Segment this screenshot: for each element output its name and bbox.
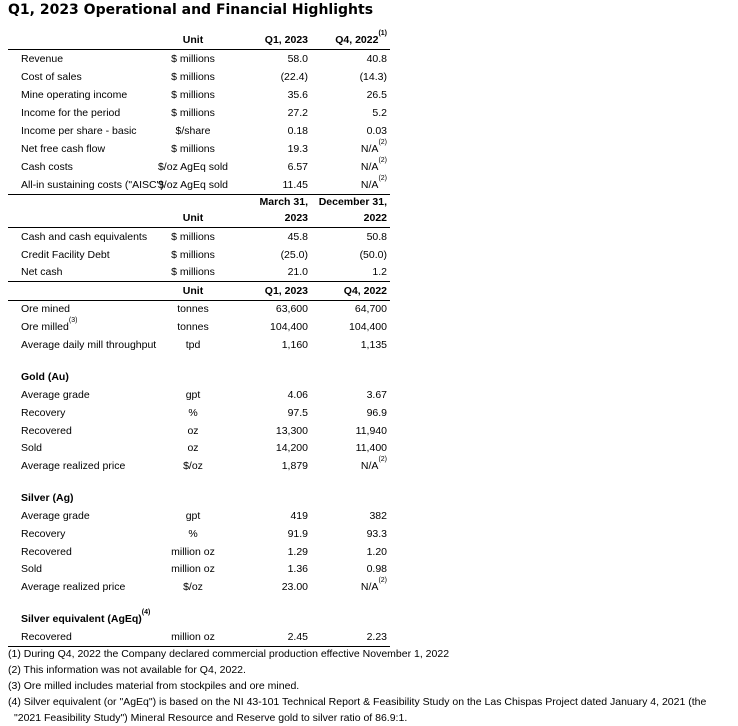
q4-value: 0.98 xyxy=(366,563,387,576)
q4-value: 1,135 xyxy=(360,339,387,351)
q1-value: 2.45 xyxy=(287,631,308,643)
table-row xyxy=(8,104,390,122)
row-label: Recovered xyxy=(21,631,72,643)
row-label: Average grade xyxy=(21,389,90,401)
unit-cell: $ millions xyxy=(171,53,215,65)
unit-cell: % xyxy=(188,527,198,540)
table-row xyxy=(8,386,390,404)
q4-value: 104,400 xyxy=(349,321,387,333)
row-label: Cost of sales xyxy=(21,71,82,83)
row-label: Average realized price xyxy=(21,460,126,473)
q1-value: 419 xyxy=(290,510,308,522)
row-label: Average realized price xyxy=(21,581,126,594)
table-row xyxy=(8,263,390,282)
q4-value: 2022 xyxy=(363,212,387,224)
q4-value: December 31, xyxy=(318,196,387,208)
q1-value: 63,600 xyxy=(275,303,308,315)
row-label: Net cash xyxy=(21,266,63,278)
table-row xyxy=(8,457,390,475)
gold-section xyxy=(8,368,390,386)
unit-cell: gpt xyxy=(185,389,201,401)
footnote: (3) Ore milled includes material from stockpiles and ore mined. xyxy=(8,680,300,692)
row-label: Revenue xyxy=(21,53,64,65)
q1-value: 0.18 xyxy=(287,125,308,137)
q1-value: 1.29 xyxy=(287,545,308,558)
table-row xyxy=(8,300,390,318)
silver-section xyxy=(8,489,390,507)
row-label: Average grade xyxy=(21,510,90,522)
row-label: All-in sustaining costs ("AISC") xyxy=(21,179,164,191)
unit-cell: $/share xyxy=(175,125,211,137)
unit-cell: $/oz AgEq sold xyxy=(157,179,229,191)
footnote: (4) Silver equivalent (or "AgEq") is based on the NI 43-101 Technical Report & Feasibility Study on the Las Chispas Project dated January 4, 2021 (the xyxy=(8,696,707,708)
footnote-ref: (3) xyxy=(68,317,78,324)
q1-value: 1,879 xyxy=(281,460,308,473)
ageq-section xyxy=(8,610,390,628)
table-row xyxy=(8,543,390,561)
q1-value: (22.4) xyxy=(280,71,308,83)
q1-value: 14,200 xyxy=(275,442,308,455)
table-row xyxy=(8,525,390,543)
q1-value: March 31, xyxy=(259,196,308,208)
row-label: Credit Facility Debt xyxy=(21,248,110,261)
table-header xyxy=(8,209,390,228)
q4-value: 382 xyxy=(369,510,387,522)
q4-value: 40.8 xyxy=(366,53,387,65)
footnote-ref: (4) xyxy=(141,609,151,616)
unit-cell: million oz xyxy=(171,545,215,558)
q1-value: 19.3 xyxy=(287,143,308,155)
q4-value: 1.2 xyxy=(372,266,387,278)
q1-value: 2023 xyxy=(284,212,308,224)
q4-value: 1.20 xyxy=(366,545,387,558)
unit-cell: oz xyxy=(187,442,199,455)
unit-cell: $ millions xyxy=(171,107,215,119)
table-row xyxy=(8,422,390,440)
q1-value: 104,400 xyxy=(270,321,308,333)
unit-cell: oz xyxy=(187,424,199,437)
q4-value: $N/A^{(2)}$ xyxy=(360,157,387,173)
table-row xyxy=(8,404,390,422)
q1-value: 91.9 xyxy=(287,527,308,540)
row-label: Ore mined xyxy=(21,303,71,315)
q4-value: 2.23 xyxy=(366,631,387,643)
q4-value: 11,940 xyxy=(355,424,387,437)
unit-cell: $/oz xyxy=(183,581,203,594)
unit-cell: tonnes xyxy=(177,303,209,315)
table-row xyxy=(8,507,390,525)
row-label: Income per share - basic xyxy=(21,125,137,137)
table-row xyxy=(8,578,390,596)
q1-value: 97.5 xyxy=(287,406,308,419)
footnote-ref: (2) xyxy=(378,157,387,164)
section-heading: Gold (Au) xyxy=(21,371,69,383)
table-row xyxy=(8,560,390,578)
footnote-ref: (2) xyxy=(378,175,387,182)
unit-cell: $ millions xyxy=(171,143,215,155)
table-row xyxy=(8,86,390,104)
table-header xyxy=(8,31,390,50)
q1-value: 13,300 xyxy=(275,424,308,437)
q4-value: $N/A^{(2)}$ xyxy=(360,175,387,191)
q4-value: 96.9 xyxy=(366,406,387,419)
table-row xyxy=(8,158,390,176)
q4-value: 93.3 xyxy=(366,527,387,540)
q1-value: 4.06 xyxy=(287,389,308,401)
table-row xyxy=(8,50,390,68)
q4-value: $N/A^{(2)}$ xyxy=(360,139,387,155)
table-row xyxy=(8,68,390,86)
row-label: Average daily mill throughput xyxy=(21,339,157,351)
q1-value: 58.0 xyxy=(287,53,308,65)
section-heading: Silver (Ag) xyxy=(21,492,74,504)
unit-cell: % xyxy=(188,406,198,419)
q1-value: Q1, 2023 xyxy=(264,34,308,46)
row-label: Sold xyxy=(21,442,43,455)
unit-cell: tpd xyxy=(185,339,201,351)
q4-value: 0.03 xyxy=(366,125,387,137)
row-label: Mine operating income xyxy=(21,89,128,101)
q1-value: 23.00 xyxy=(281,581,308,594)
footnote: "2021 Feasibility Study") Mineral Resource and Reserve gold to silver ratio of 86.9:1. xyxy=(14,712,408,724)
q4-value: Q4, 2022 xyxy=(343,285,387,297)
q4-value: $N/A^{(2)}$ xyxy=(360,577,387,594)
q4-value: 26.5 xyxy=(366,89,387,101)
q4-value: (14.3) xyxy=(359,71,387,83)
q1-value: Q1, 2023 xyxy=(264,285,308,297)
row-label: Net free cash flow xyxy=(21,143,106,155)
section-heading: Silver equivalent (AgEq)$^{(4)}$ xyxy=(21,609,151,625)
table-header xyxy=(8,282,390,301)
q4-value: 64,700 xyxy=(354,303,387,315)
unit-cell: Unit xyxy=(182,285,204,297)
footnote-ref: (2) xyxy=(378,139,387,146)
q4-value: 50.8 xyxy=(366,231,387,243)
unit-cell: gpt xyxy=(185,510,201,522)
table-row xyxy=(8,336,390,354)
q1-value: 35.6 xyxy=(287,89,308,101)
footnote-ref: (2) xyxy=(378,577,387,585)
q4-value: 5.2 xyxy=(372,107,387,119)
unit-cell: Unit xyxy=(182,34,204,46)
unit-cell: $ millions xyxy=(171,71,215,83)
q4-value: (50.0) xyxy=(359,248,387,261)
q4-value: $N/A^{(2)}$ xyxy=(360,456,387,473)
row-label: Recovery xyxy=(21,406,66,419)
footnote-ref: (1) xyxy=(378,30,387,37)
q1-value: 1.36 xyxy=(287,563,308,576)
row-label: Recovery xyxy=(21,527,66,540)
q1-value: 45.8 xyxy=(287,231,308,243)
q1-value: 11.45 xyxy=(282,179,308,191)
q4-value: 11,400 xyxy=(355,442,387,455)
unit-cell: million oz xyxy=(171,631,215,643)
q4-value: Q4, 2022$^{(1)}$ xyxy=(335,30,387,46)
q1-value: 1,160 xyxy=(281,339,308,351)
unit-cell: million oz xyxy=(171,563,215,576)
row-label: Recovered xyxy=(21,424,72,437)
row-label: Cash and cash equivalents xyxy=(21,231,148,243)
q4-value: 3.67 xyxy=(366,389,387,401)
page-title: Q1, 2023 Operational and Financial Highlights xyxy=(8,2,374,18)
row-label: Sold xyxy=(21,563,43,576)
q1-value: (25.0) xyxy=(280,248,308,261)
table-row xyxy=(8,122,390,140)
row-label: Recovered xyxy=(21,545,72,558)
unit-cell: $ millions xyxy=(171,248,215,261)
unit-cell: $/oz AgEq sold xyxy=(157,161,229,173)
q1-value: 21.0 xyxy=(287,266,308,278)
unit-cell: $/oz xyxy=(183,460,203,473)
footnote: (1) During Q4, 2022 the Company declared commercial production effective November 1, 2022 xyxy=(8,648,450,660)
footnote: (2) This information was not available for Q4, 2022. xyxy=(8,664,246,676)
table-row xyxy=(8,439,390,457)
unit-cell: Unit xyxy=(182,212,204,224)
table-row xyxy=(8,140,390,158)
q1-value: 6.57 xyxy=(287,161,308,173)
row-label: Ore milled$^{(3)}$ xyxy=(21,317,78,333)
table-row xyxy=(8,628,390,647)
unit-cell: $ millions xyxy=(171,266,215,278)
table-row xyxy=(8,318,390,336)
row-label: Cash costs xyxy=(21,161,73,173)
table-row xyxy=(8,246,390,264)
row-label: Income for the period xyxy=(21,107,121,119)
footnote-ref: (2) xyxy=(378,456,387,464)
unit-cell: $ millions xyxy=(171,231,215,243)
table-row xyxy=(8,228,390,246)
unit-cell: tonnes xyxy=(177,321,209,333)
q1-value: 27.2 xyxy=(287,107,308,119)
unit-cell: $ millions xyxy=(171,89,215,101)
